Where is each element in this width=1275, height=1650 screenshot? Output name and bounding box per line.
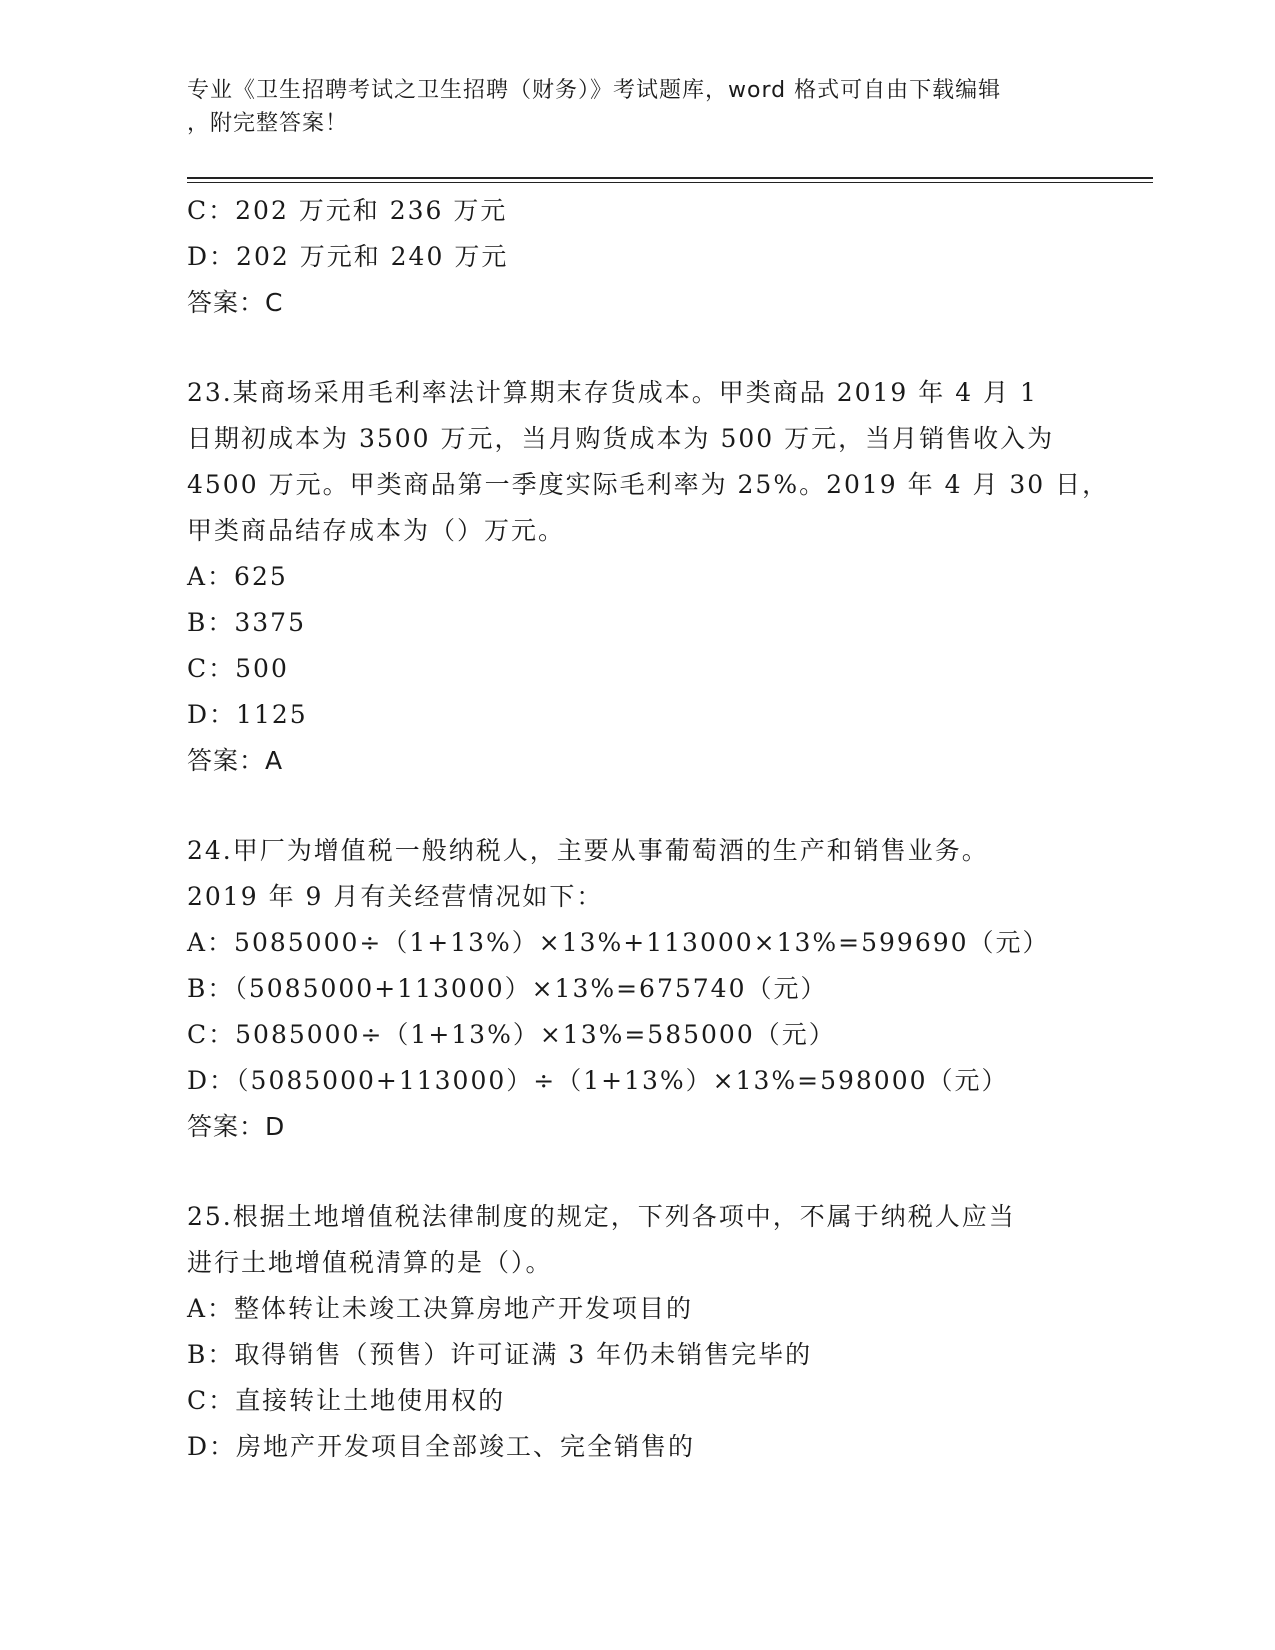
- answer-line: 答案：C: [187, 288, 284, 317]
- option-a: A：5085000÷（1+13%）×13%+113000×13%=599690（元）: [187, 928, 1050, 957]
- option-c: C：202 万元和 236 万元: [187, 196, 508, 225]
- option-b: B：取得销售（预售）许可证满 3 年仍未销售完毕的: [187, 1340, 813, 1369]
- question-stem-line: 4500 万元。甲类商品第一季度实际毛利率为 25%。2019 年 4 月 30 日，: [187, 470, 1110, 499]
- document-body: [187, 188, 1147, 1470]
- option-d: D：1125: [187, 700, 308, 729]
- question-stem-line: 进行土地增值税清算的是（）。: [187, 1248, 553, 1277]
- option-c: C：5085000÷（1+13%）×13%=585000（元）: [187, 1020, 836, 1049]
- option-b: B：（5085000+113000）×13%=675740（元）: [187, 974, 828, 1003]
- option-c: C：500: [187, 654, 289, 683]
- question-stem-line: 日期初成本为 3500 万元，当月购货成本为 500 万元，当月销售收入为: [187, 424, 1055, 453]
- question-stem-line: 25.根据土地增值税法律制度的规定，下列各项中，不属于纳税人应当: [187, 1202, 1016, 1231]
- option-d: D：房地产开发项目全部竣工、完全销售的: [187, 1432, 696, 1461]
- document-header: [187, 74, 1067, 140]
- question-23: [187, 370, 1147, 784]
- header-divider-thick: [187, 177, 1153, 179]
- header-line-1: 专业《卫生招聘考试之卫生招聘（财务）》考试题库，word 格式可自由下载编辑: [187, 78, 1002, 103]
- question-stem-line: 甲类商品结存成本为（）万元。: [187, 516, 566, 545]
- question-24: [187, 828, 1147, 1150]
- option-b: B：3375: [187, 608, 306, 637]
- answer-line: 答案：D: [187, 1112, 286, 1141]
- question-stem-line: 2019 年 9 月有关经营情况如下：: [187, 882, 604, 911]
- option-d: D：（5085000+113000）÷（1+13%）×13%=598000（元）: [187, 1066, 1009, 1095]
- question-stem-line: 23.某商场采用毛利率法计算期末存货成本。甲类商品 2019 年 4 月 1: [187, 378, 1038, 407]
- question-22-tail: [187, 188, 1147, 326]
- answer-line: 答案：A: [187, 746, 284, 775]
- option-d: D：202 万元和 240 万元: [187, 242, 509, 271]
- option-a: A：整体转让未竣工决算房地产开发项目的: [187, 1294, 694, 1323]
- header-divider-thin: [187, 182, 1153, 183]
- spacer: [187, 326, 1147, 370]
- question-25: [187, 1194, 1147, 1470]
- spacer: [187, 1150, 1147, 1194]
- option-a: A：625: [187, 562, 288, 591]
- header-line-2: ，附完整答案！: [187, 111, 349, 136]
- option-c: C：直接转让土地使用权的: [187, 1386, 506, 1415]
- spacer: [187, 784, 1147, 828]
- question-stem-line: 24.甲厂为增值税一般纳税人，主要从事葡萄酒的生产和销售业务。: [187, 836, 989, 865]
